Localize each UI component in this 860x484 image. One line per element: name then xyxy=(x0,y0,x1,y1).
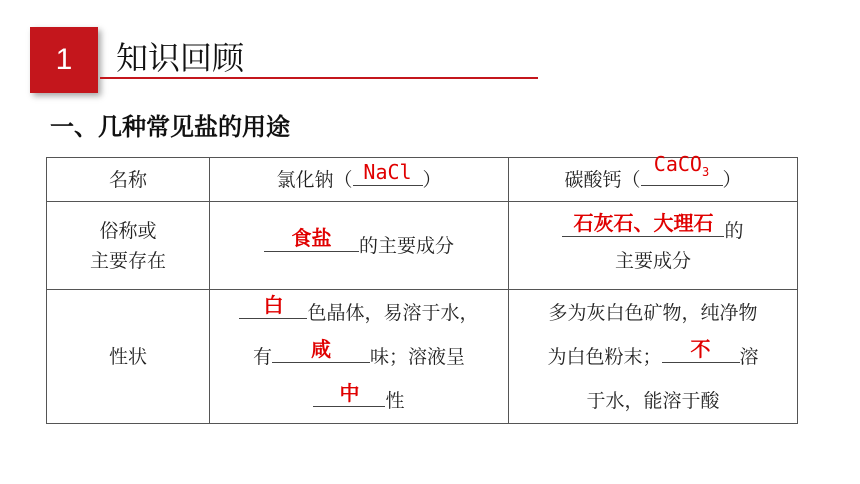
caco3-common-name-answer: 石灰石、大理石 xyxy=(573,211,714,235)
caco3-properties-line3: 于水，能溶于酸 xyxy=(586,389,720,412)
cell-caco3-properties xyxy=(509,290,798,424)
nacl-taste-answer: 咸 xyxy=(311,336,331,361)
page-title: 知识回顾 xyxy=(116,39,245,77)
caco3-formula-subscript: 3 xyxy=(701,165,710,179)
nacl-properties-prefix2: 有 xyxy=(252,345,272,368)
nacl-properties-text1: 色晶体，易溶于水， xyxy=(307,301,479,324)
cell-nacl-properties xyxy=(210,290,509,424)
nacl-taste-blank xyxy=(272,336,370,363)
title-underline xyxy=(100,77,538,79)
caco3-common-name-line2: 主要成分 xyxy=(614,250,691,272)
caco3-common-name-line1 xyxy=(509,211,797,246)
section-number-badge: 1 xyxy=(30,27,98,93)
row-label-common-name-line2: 主要存在 xyxy=(89,249,166,272)
caco3-formula-blank xyxy=(641,152,723,186)
section-heading: 一、几种常见盐的用途 xyxy=(50,113,290,141)
caco3-solubility-answer: 不 xyxy=(690,336,711,361)
row-label-common-name xyxy=(47,202,210,290)
nacl-color-answer: 白 xyxy=(263,292,284,317)
row-label-properties: 性状 xyxy=(47,290,210,424)
nacl-formula-blank xyxy=(353,160,423,186)
salt-uses-table xyxy=(46,152,798,424)
cell-caco3-common-name xyxy=(509,202,798,290)
table-row-properties xyxy=(47,290,798,424)
nacl-name-suffix: ） xyxy=(422,169,442,191)
caco3-name-suffix: ） xyxy=(722,169,742,191)
caco3-properties-text2: 溶 xyxy=(739,345,759,368)
nacl-common-name-blank xyxy=(264,226,359,252)
cell-nacl-common-name xyxy=(210,202,509,290)
cell-nacl-name xyxy=(210,158,509,202)
caco3-formula-main: CaCO xyxy=(653,152,702,176)
nacl-common-name-answer: 食盐 xyxy=(291,226,332,250)
nacl-properties-text2: 味；溶液呈 xyxy=(370,345,466,368)
caco3-formula-answer xyxy=(641,153,723,183)
nacl-properties-line1 xyxy=(210,291,508,335)
nacl-ph-blank xyxy=(313,380,385,407)
caco3-common-name-blank xyxy=(562,211,724,237)
nacl-common-name-suffix: 的主要成分 xyxy=(358,235,454,257)
caco3-properties-prefix2: 为白色粉末； xyxy=(547,345,662,368)
row-label-name: 名称 xyxy=(47,158,210,202)
nacl-properties-text3: 性 xyxy=(385,389,405,412)
nacl-color-blank xyxy=(239,292,307,319)
caco3-common-name-suffix: 的 xyxy=(724,220,744,242)
nacl-name-prefix: 氯化钠（ xyxy=(276,169,353,191)
row-label-common-name-line1: 俗称或 xyxy=(99,219,157,242)
caco3-solubility-blank xyxy=(662,336,740,363)
nacl-properties-line3 xyxy=(210,379,508,423)
nacl-ph-answer: 中 xyxy=(339,380,360,405)
nacl-properties-line2 xyxy=(210,335,508,379)
caco3-properties-line2 xyxy=(509,335,797,379)
nacl-formula-answer: NaCl xyxy=(363,160,412,184)
cell-caco3-name xyxy=(509,152,798,202)
caco3-properties-line1: 多为灰白色矿物，纯净物 xyxy=(548,301,758,324)
table-row-common-name xyxy=(47,202,798,290)
table-row-name xyxy=(47,158,798,202)
caco3-name-prefix: 碳酸钙（ xyxy=(564,169,641,191)
